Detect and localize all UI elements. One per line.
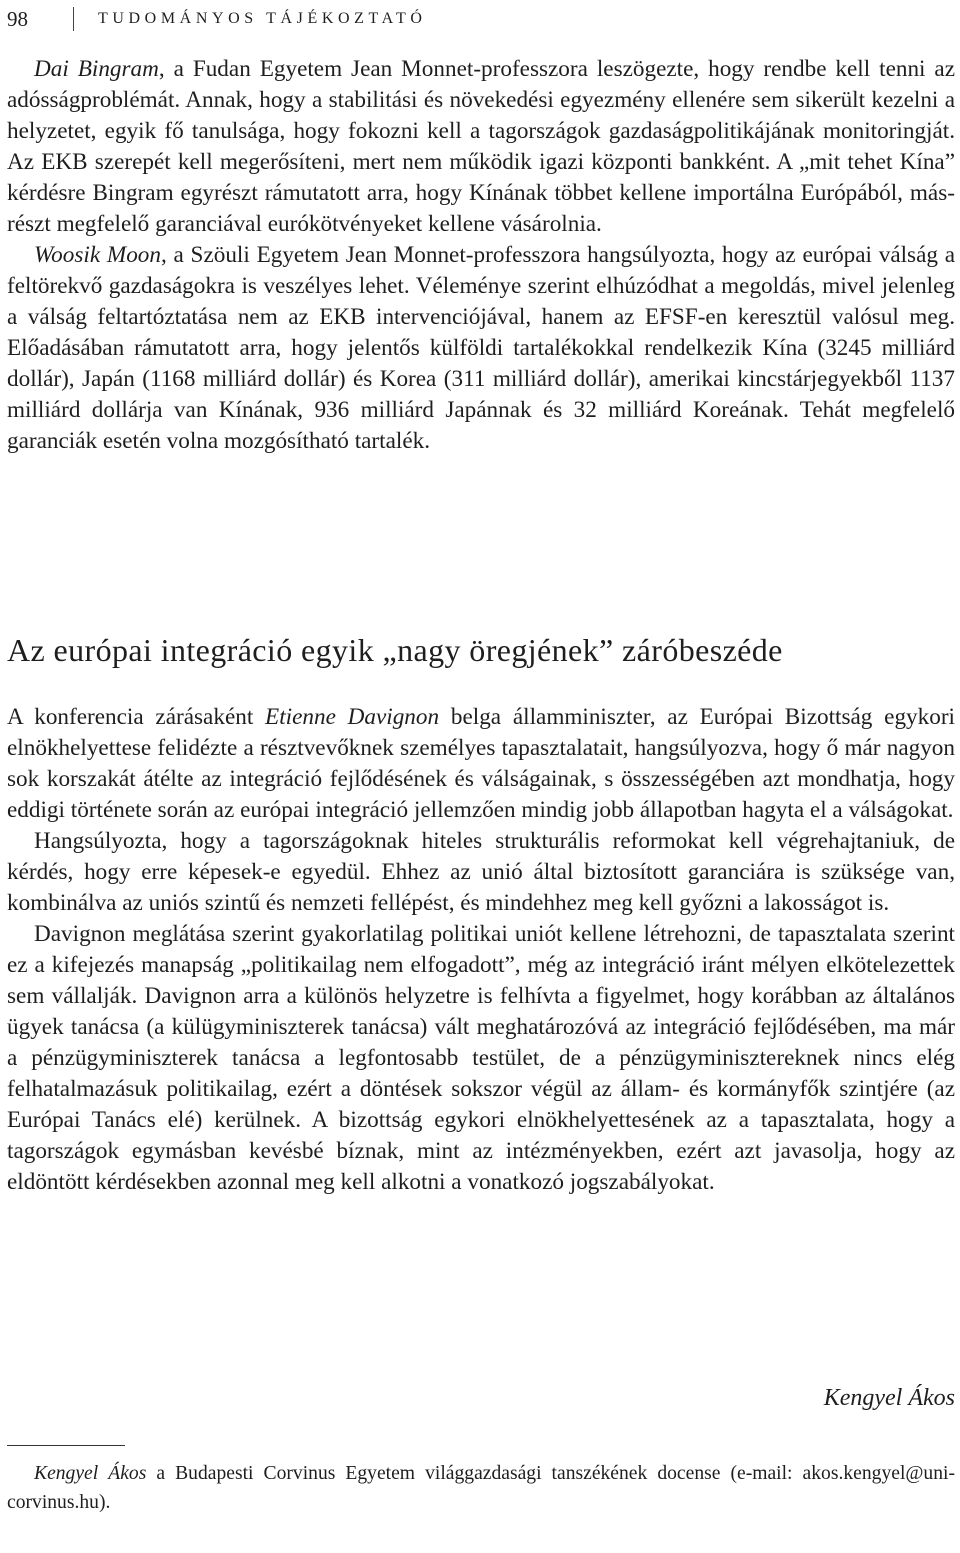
paragraph-text: , a Fudan Egyetem Jean Monnet-professzora leszögezte, hogy rendbe kell tenni az adósságproblémát. Annak, hogy a stabilitási és növekedési egyezmény ellenére sem sikerült kezelni a helyzetet, egyik fő tanulsága, hogy fokozni kell a tagországok gazdaságpolitikájának monitoringját. Az EKB szerepét kell megerősíteni, mert nem működik igazi központi bankként. A „mit tehet Kína” kérdésre Bingram egyrészt rámutatott arra, hogy Kínának többet kellene importálna Európából, másrészt megfelelő garanciával eurókötvényeket kellene vásárolnia.: [7, 56, 955, 237]
article-section-2: [7, 702, 955, 1198]
paragraph-reforms: Hangsúlyozta, hogy a tagországoknak hiteles strukturális reformokat kell végrehajtaniuk, de kérdés, hogy erre képesek-e egyedül. Ehhez az unió által biztosított garanciára is szüksége van, kombinálva az uniós szintű és nemzeti fellépést, és mindehhez meg kell győzni a lakosságot is.: [7, 828, 955, 916]
footnote-divider: [7, 1445, 125, 1446]
speaker-name: Dai Bingram: [34, 56, 159, 82]
paragraph-bingram: [7, 54, 955, 240]
paragraph-text: A konferencia zárásaként: [7, 704, 266, 730]
page-number: 98: [7, 7, 28, 31]
paragraph-text: belga államminiszter, az Európai Bizottság egykori elnökhelyettese felidézte a résztvevőknek személyes tapasztalatait, hangsúlyozva, hogy ő már nagyon sok korszakát átélte az integráció fejlődésének és válságainak, s összességében azt mondhatja, hogy eddigi története során az európai integráció jellemzően mindig jobb állapotban hagyta el a válságokat.: [7, 704, 955, 823]
article-section-1: [7, 54, 955, 457]
footnote: [7, 1459, 955, 1517]
journal-name: TUDOMÁNYOS TÁJÉKOZTATÓ: [98, 10, 427, 27]
speaker-name: Etienne Davignon: [265, 704, 440, 730]
speaker-name: Woosik Moon: [34, 242, 161, 268]
paragraph-moon: [7, 240, 955, 457]
paragraph-text: , a Szöuli Egyetem Jean Monnet-professzora hangsúlyozta, hogy az európai válság a feltörekvő gazdaságokra is veszélyes lehet. Véleménye szerint elhúzódhat a megoldás, mivel jelenleg a válság feltartóztatása nem az EKB intervenciójával, hanem az EFSF-en keresztül valósul meg. Előadásában rámutatott arra, hogy jelentős külföldi tartalékokkal rendelkezik Kína (3245 milliárd dollár), Japán (1168 milliárd dollár) és Korea (311 milliárd dollár), amerikai kincstárjegyekből 1137 milliárd dollárja van Kínának, 936 milliárd Japánnak és 32 milliárd Koreának. Tehát megfelelő garanciák esetén volna mozgósítható tartalék.: [7, 242, 956, 454]
header-divider: [73, 7, 74, 31]
footnote-author-name: Kengyel Ákos: [34, 1463, 147, 1484]
paragraph-davignon-intro: [7, 702, 955, 826]
author-signature: Kengyel Ákos: [823, 1385, 955, 1411]
section-heading: Az európai integráció egyik „nagy öregjének” záróbeszéde: [7, 632, 783, 668]
paragraph-political-union: Davignon meglátása szerint gyakorlatilag politikai uniót kellene létrehozni, de tapasztalata szerint ez a kifejezés manapság „politikailag nem elfogadott”, még az integráció iránt mélyen elkötelezettek sem vállalják. Davignon arra a különös helyzetre is felhívta a figyelmet, hogy korábban az általános ügyek tanácsa (a külügyminiszterek tanácsa) vált meghatározóvá az integráció fejlődésében, ma már a pénzügyminiszterek tanácsa a legfontosabb testület, de a pénzügyminisztereknek nincs elég felhatalmazásuk politikailag, ezért a döntések sokszor végül az állam- és kormányfők szintjére (az Európai Tanács elé) kerülnek. A bizottság egykori elnökhelyettesének az a tapasztalata, hogy a tagországok egymásban kevésbé bíznak, mint az intézményekben, ezért azt javasolja, hogy az eldöntött kérdésekben azonnal meg kell alkotni a vonatkozó jogszabályokat.: [7, 921, 955, 1195]
footnote-text: a Budapesti Corvinus Egyetem világgazdasági tanszékének docense (e-mail: akos.kengyel@uni-corvinus.hu).: [7, 1463, 955, 1513]
running-header: [7, 6, 427, 32]
